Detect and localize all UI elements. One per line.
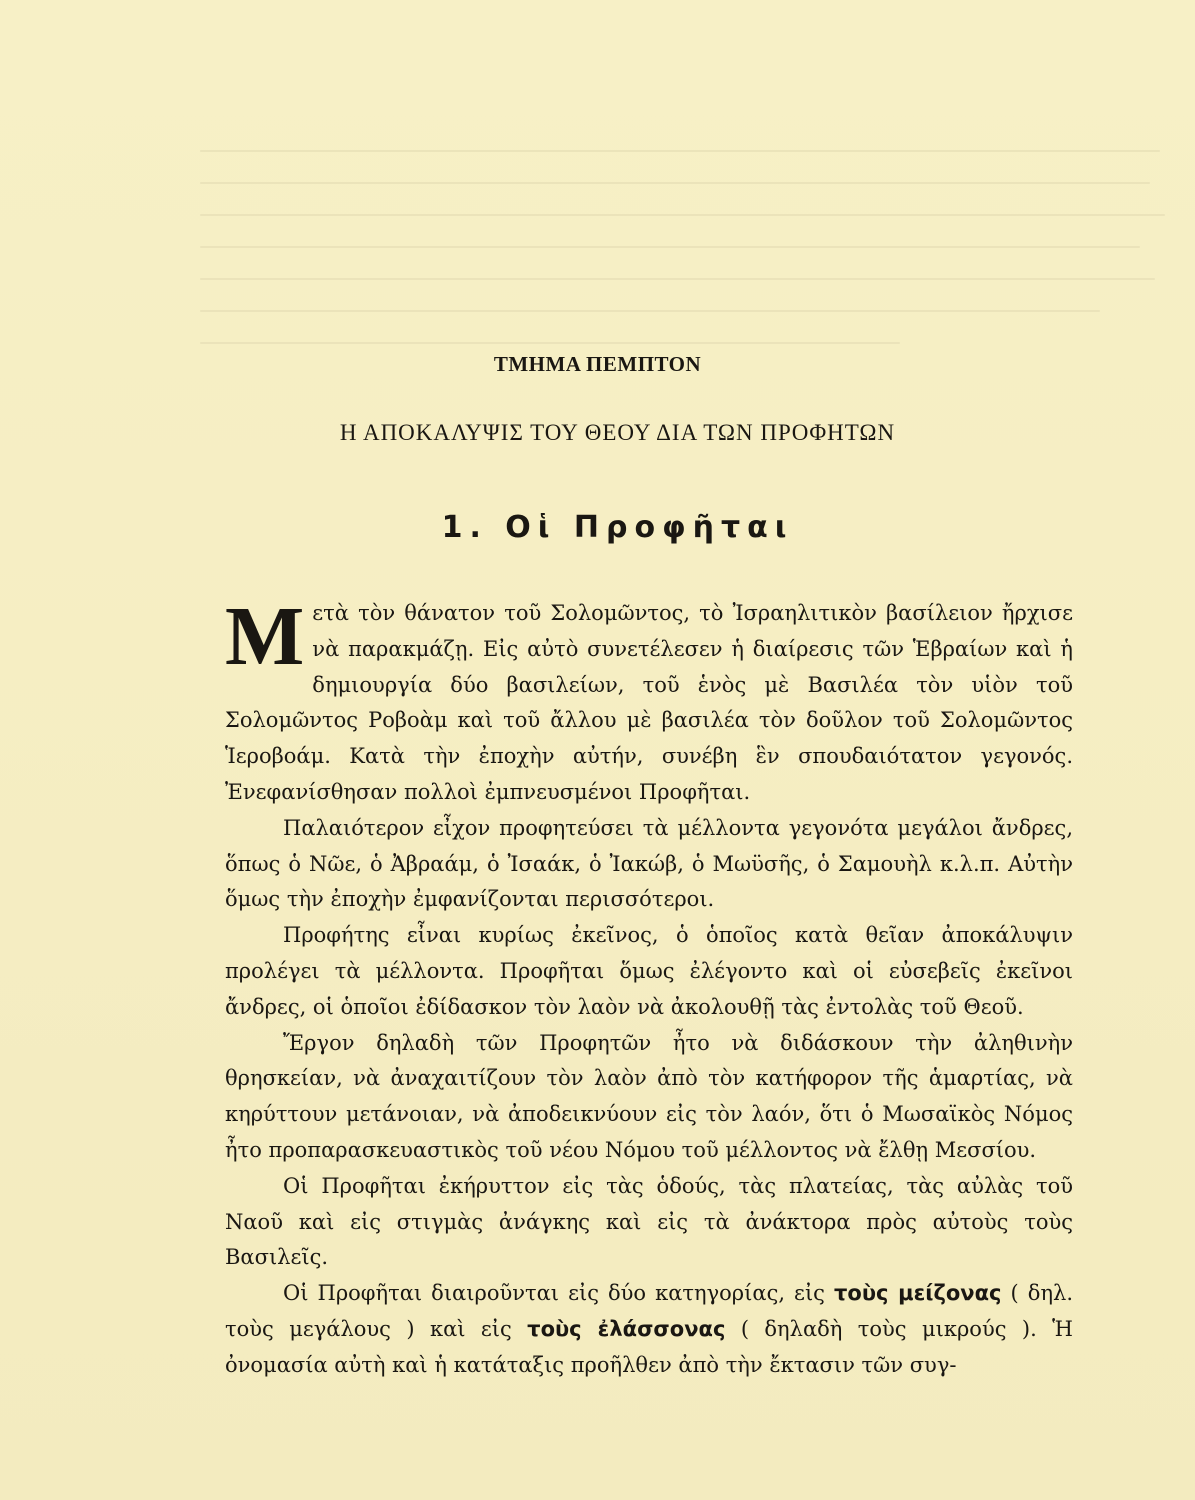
paragraph-3: Προφήτης εἶναι κυρίως ἐκεῖνος, ὁ ὁποῖος κατὰ θεῖαν ἀποκάλυψιν προλέγει τὰ μέλλοντα. Προφῆται ὅμως ἐλέγοντο καὶ οἱ εὐσεβεῖς ἐκεῖνοι ἄνδρες, οἱ ὁποῖοι ἐδίδασκον τὸν λαὸν νὰ ἀκολουθῇ τὰς ἐντολὰς τοῦ Θεοῦ. [225,923,1073,1019]
paragraph-4: Ἔργον δηλαδὴ τῶν Προφητῶν ἦτο νὰ διδάσκουν τὴν ἀληθινὴν θρησκείαν, νὰ ἀναχαιτίζουν τὸν λαὸν ἀπὸ τὸν κατήφορον τῆς ἁμαρτίας, νὰ κηρύττουν μετάνοιαν, νὰ ἀποδεικνύουν εἰς τὸν λαόν, ὅτι ὁ Μωσαϊκὸς Νόμος ἦτο προπαρασκευαστικὸς τοῦ νέου Νόμου τοῦ μέλλοντος νὰ ἔλθῃ Μεσσίου. [225,1030,1073,1162]
paragraph-6-part-b: ( δηλ. τοὺς μεγάλους ) καὶ εἰς [225,1281,1074,1341]
bold-term-major: τοὺς μείζονας [834,1281,1002,1306]
paragraph-6-part-a: Οἱ Προφῆται διαιροῦνται εἰς δύο κατηγορίας, εἰς [283,1281,834,1306]
bold-term-minor: τοὺς ἐλάσσονας [527,1316,726,1341]
paragraph-1-text: ετὰ τὸν θάνατον τοῦ Σολομῶντος, τὸ Ἰσραηλιτικὸν βασίλειον ἤρχισε νὰ παρακμάζῃ. Εἰς αὐτὸ συνετέλεσεν ἡ διαίρεσις τῶν Ἑβραίων καὶ ἡ δημιουργία δύο βασιλείων, τοῦ ἑνὸς μὲ Βασιλέα τὸν υἱὸν τοῦ Σολομῶντος Ροβοὰμ καὶ τοῦ ἄλλου μὲ βασιλέα τὸν δοῦλον τοῦ Σολομῶντος Ἱεροβοάμ. Κατὰ τὴν ἐποχὴν αὐτήν, συνέβη ἓν σπουδαιότατον γεγονός. Ἐνεφανίσθησαν πολλοὶ ἐμπνευσμένοι Προφῆται. [225,601,1073,804]
bleed-through-text [200,60,1180,390]
paragraph-1 [225,590,1073,811]
section-label: ΤΜΗΜΑ ΠΕΜΠΤΟΝ [493,352,702,376]
section-title: Η ΑΠΟΚΑΛΥΨΙΣ ΤΟΥ ΘΕΟΥ ΔΙΑ ΤΩΝ ΠΡΟΦΗΤΩΝ [339,420,896,445]
paragraph-6 [225,1276,1073,1383]
paragraph-2: Παλαιότερον εἶχον προφητεύσει τὰ μέλλοντα γεγονότα μεγάλοι ἄνδρες, ὅπως ὁ Νῶε, ὁ Ἀβραάμ, ὁ Ἰσαάκ, ὁ Ἰακώβ, ὁ Μωϋσῆς, ὁ Σαμουὴλ κ.λ.π. Αὐτὴν ὅμως τὴν ἐποχὴν ἐμφανίζονται περισσότεροι. [225,815,1073,912]
body-text [225,590,1074,1384]
paragraph-6-part-c: ( δηλαδὴ τοὺς μικρούς ). Ἡ ὀνομασία αὐτὴ καὶ ἡ κατάταξις προῆλθεν ἀπὸ τὴν ἔκτασιν τῶν συγ- [225,1316,1073,1377]
drop-cap: Μ [225,590,305,683]
chapter-heading: 1. Οἱ Προφῆται [441,510,794,545]
paragraph-5: Οἱ Προφῆται ἐκήρυττον εἰς τὰς ὁδούς, τὰς πλατείας, τὰς αὐλὰς τοῦ Ναοῦ καὶ εἰς στιγμὰς ἀνάγκης καὶ εἰς τὰ ἀνάκτορα πρὸς αὐτοὺς τοὺς Βασιλεῖς. [225,1173,1073,1270]
